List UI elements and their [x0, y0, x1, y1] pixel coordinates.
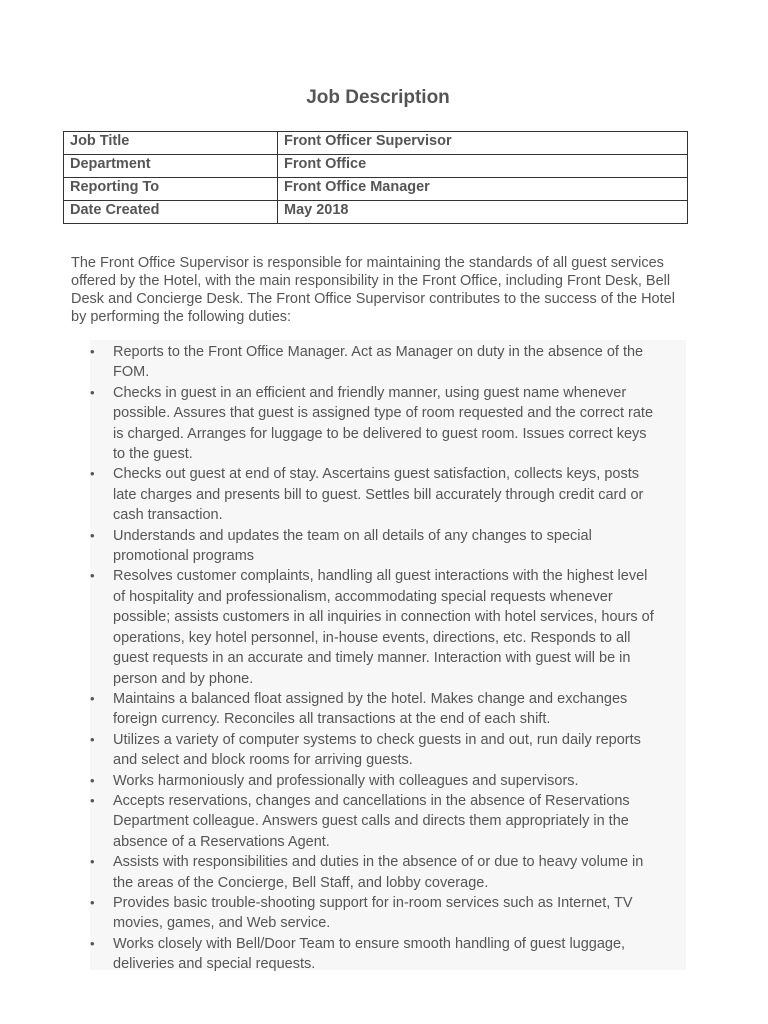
- reporting-to-value: Front Office Manager: [278, 178, 688, 201]
- job-title-value: Front Officer Supervisor: [278, 132, 688, 155]
- duty-text: Checks in guest in an efficient and friendly manner, using guest name whenever possible. Assures that guest is assigned type of room requested and the correct rate is charged. Arranges for luggage to be delivered to guest room. Issues correct keys to the guest.: [113, 384, 654, 463]
- duties-list: [90, 342, 660, 975]
- list-item: [90, 383, 660, 465]
- date-created-label: Date Created: [64, 201, 278, 224]
- list-item: [90, 464, 660, 525]
- duty-text: Works closely with Bell/Door Team to ensure smooth handling of guest luggage, deliveries and special requests.: [113, 935, 626, 973]
- department-value: Front Office: [278, 155, 688, 178]
- job-title-label: Job Title: [64, 132, 278, 155]
- bullet-icon: •: [90, 894, 95, 910]
- table-row: [64, 201, 688, 224]
- bullet-icon: •: [90, 731, 95, 747]
- bullet-icon: •: [90, 527, 95, 543]
- duty-text: Checks out guest at end of stay. Ascertains guest satisfaction, collects keys, posts late charges and presents bill to guest. Settles bill accurately through credit card or cash transaction.: [113, 466, 644, 524]
- list-item: [90, 689, 660, 730]
- bullet-icon: •: [90, 466, 95, 482]
- bullet-icon: •: [90, 568, 95, 584]
- department-label: Department: [64, 155, 278, 178]
- duty-text: Maintains a balanced float assigned by the hotel. Makes change and exchanges foreign currency. Reconciles all transactions at the end of each shift.: [113, 690, 628, 728]
- duty-text: Assists with responsibilities and duties in the absence of or due to heavy volume in the areas of the Concierge, Bell Staff, and lobby coverage.: [113, 854, 644, 891]
- duty-text: Works harmoniously and professionally with colleagues and supervisors.: [113, 772, 579, 789]
- list-item: [90, 934, 660, 975]
- bullet-icon: •: [90, 772, 95, 788]
- duty-text: Resolves customer complaints, handling all guest interactions with the highest level of hospitality and professionalism, accommodating special requests whenever possible; assists customers in all inquiries in connection with hotel services, hours of operations, key hotel personnel, in-house events, directions, etc. Responds to all guest requests in an accurate and timely manner. Interaction with guest will be in person and by phone.: [113, 568, 654, 687]
- page-title: Job Description: [306, 87, 450, 108]
- intro-paragraph: The Front Office Supervisor is responsible for maintaining the standards of all guest services offered by the Hotel, with the main responsibility in the Front Office, including Front Desk, Bell Desk and Concierge Desk. The Front Office Supervisor contributes to the success of the Hotel by performing the following duties:: [71, 255, 675, 325]
- list-item: [90, 730, 660, 771]
- list-item: [90, 771, 660, 791]
- list-item: [90, 791, 660, 852]
- reporting-to-label: Reporting To: [64, 178, 278, 201]
- table-row: [64, 132, 688, 155]
- job-info-table: [63, 131, 688, 224]
- duty-text: Utilizes a variety of computer systems to check guests in and out, run daily reports and select and block rooms for arriving guests.: [113, 731, 641, 769]
- bullet-icon: •: [90, 344, 95, 359]
- bullet-icon: •: [90, 690, 95, 706]
- duty-text: Accepts reservations, changes and cancellations in the absence of Reservations Department colleague. Answers guest calls and directs them appropriately in the absence of a Reservations Agent.: [113, 792, 630, 850]
- duty-text: Reports to the Front Office Manager. Act as Manager on duty in the absence of the FOM.: [113, 344, 644, 381]
- list-item: [90, 893, 660, 934]
- bullet-icon: •: [90, 854, 95, 870]
- duty-text: Provides basic trouble-shooting support for in-room services such as Internet, TV movies, games, and Web service.: [113, 894, 633, 932]
- list-item: [90, 566, 660, 688]
- duty-text: Understands and updates the team on all details of any changes to special promotional programs: [113, 527, 592, 565]
- table-row: [64, 155, 688, 178]
- table-row: [64, 178, 688, 201]
- list-item: [90, 526, 660, 567]
- list-item: [90, 852, 660, 893]
- bullet-icon: •: [90, 384, 95, 400]
- list-item: [90, 342, 660, 383]
- date-created-value: May 2018: [278, 201, 688, 224]
- bullet-icon: •: [90, 935, 95, 951]
- bullet-icon: •: [90, 792, 95, 808]
